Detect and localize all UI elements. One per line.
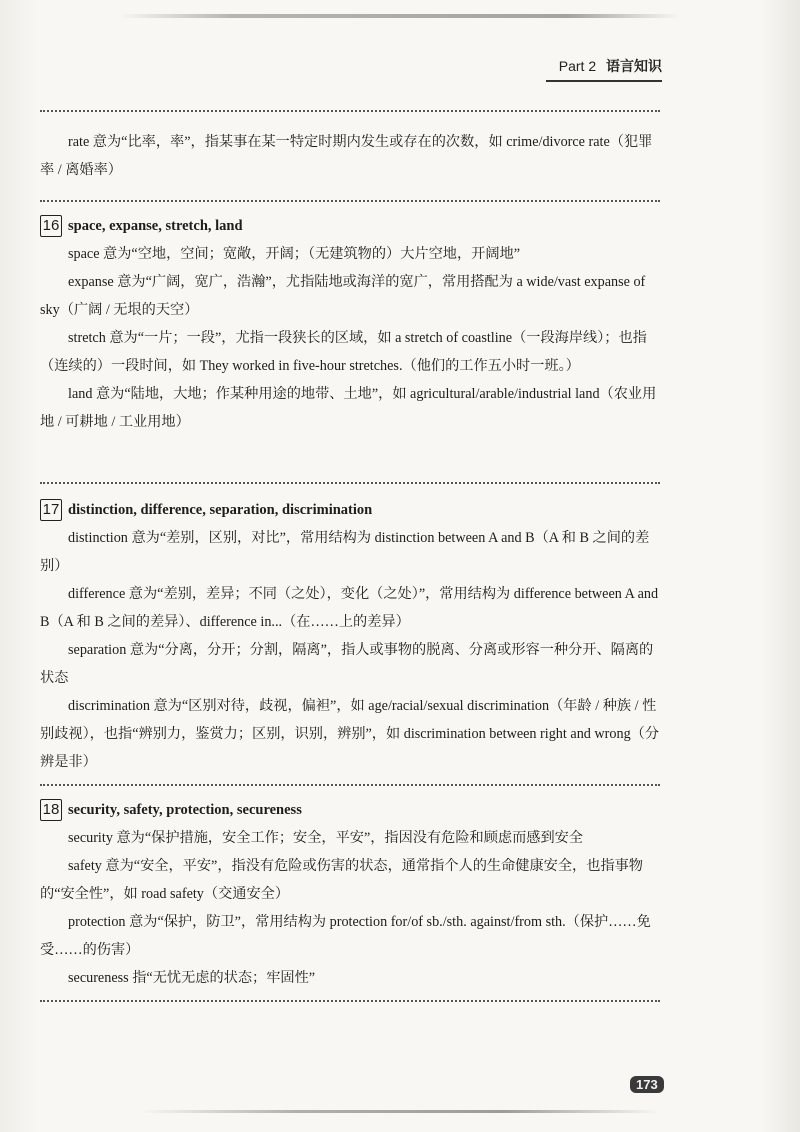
page-number: 173: [630, 1076, 664, 1093]
definition-discrimination: discrimination 意为“区别对待，歧视，偏袒”，如 age/racial/sexual discrimination（年龄 / 种族 / 性别歧视），也指“辨别力，鉴赏力；区别，识别，辨别”，如 discrimination between right and wrong（分辨是非）: [40, 698, 660, 770]
header-part: Part 2: [558, 58, 597, 74]
definition-land: land 意为“陆地，大地；作某种用途的地带、土地”，如 agricultural/arable/industrial land（农业用地 / 可耕地 / 工业用地）: [40, 386, 657, 430]
page-bottom-edge: [140, 1110, 660, 1113]
definition-safety: safety 意为“安全，平安”，指没有危险或伤害的状态，通常指个人的生命健康安全，也指事物的“安全性”，如 road safety（交通安全）: [40, 858, 643, 902]
section-18: [40, 796, 660, 992]
section-17: [40, 496, 660, 776]
dotted-divider: [40, 200, 660, 202]
definition-protection: protection 意为“保护，防卫”，常用结构为 protection for/of sb./sth. against/from sth.（保护……免受……的伤害）: [40, 914, 651, 958]
section-title: space, expanse, stretch, land: [68, 218, 243, 234]
definition-stretch: stretch 意为“一片；一段”，尤指一段狭长的区域，如 a stretch of coastline（一段海岸线）；也指（连续的）一段时间，如 They worked in five-hour stretches.（他们的工作五小时一班。）: [40, 330, 647, 374]
section-heading: [40, 796, 660, 824]
header-rule: [546, 80, 662, 82]
definition-security: security 意为“保护措施，安全工作；安全，平安”，指因没有危险和顾虑而感到安全: [68, 830, 584, 846]
section-heading: [40, 496, 660, 524]
rate-note-block: [40, 128, 660, 184]
definition-difference: difference 意为“差别，差异；不同（之处），变化（之处）”，常用结构为 difference between A and B（A 和 B 之间的差异）、difference in...（在……上的差异）: [40, 586, 659, 630]
definition-secureness: secureness 指“无忧无虑的状态；牢固性”: [68, 970, 316, 986]
dotted-divider: [40, 1000, 660, 1002]
section-heading: [40, 212, 660, 240]
dotted-divider: [40, 110, 660, 112]
header-title: 语言知识: [606, 58, 662, 74]
rate-note: rate 意为“比率，率”，指某事在某一特定时期内发生或存在的次数，如 crime/divorce rate（犯罪率 / 离婚率）: [40, 134, 653, 178]
definition-separation: separation 意为“分离，分开；分割，隔离”，指人或事物的脱离、分离或形容一种分开、隔离的状态: [40, 642, 654, 686]
definition-expanse: expanse 意为“广阔，宽广，浩瀚”，尤指陆地或海洋的宽广，常用搭配为 a wide/vast expanse of sky（广阔 / 无垠的天空）: [40, 274, 646, 318]
running-header: [559, 56, 662, 76]
section-number: 16: [40, 215, 62, 237]
section-16: [40, 212, 660, 436]
definition-space: space 意为“空地，空间；宽敞，开阔；（无建筑物的）大片空地，开阔地”: [68, 246, 520, 262]
page-top-edge: [120, 14, 680, 18]
dotted-divider: [40, 784, 660, 786]
section-number: 17: [40, 499, 62, 521]
section-number: 18: [40, 799, 62, 821]
section-title: distinction, difference, separation, discrimination: [68, 502, 373, 518]
definition-distinction: distinction 意为“差别，区别，对比”，常用结构为 distinction between A and B（A 和 B 之间的差别）: [40, 530, 650, 574]
dotted-divider: [40, 482, 660, 484]
section-title: security, safety, protection, secureness: [68, 802, 302, 818]
